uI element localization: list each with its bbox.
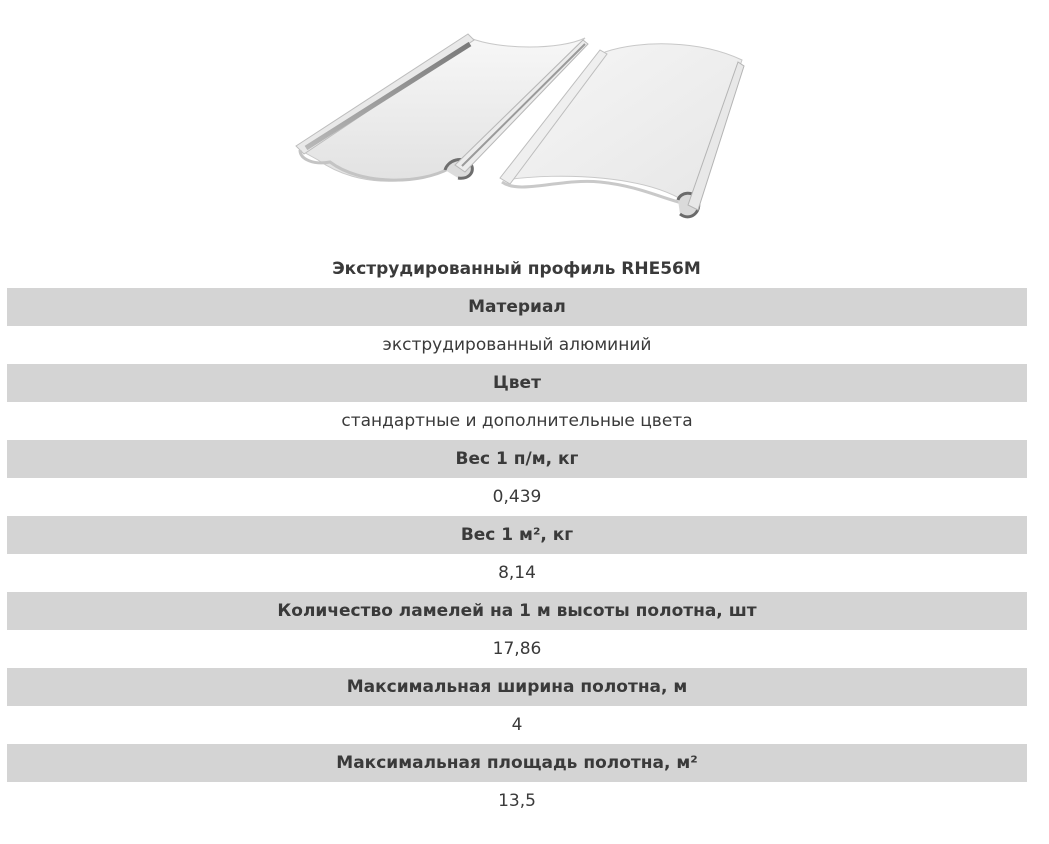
product-title: Экструдированный профиль RHE56M bbox=[332, 259, 701, 279]
product-image bbox=[0, 0, 1049, 252]
spec-table bbox=[7, 288, 1027, 820]
spec-value-weight-per-sqm: 8,14 bbox=[7, 554, 1027, 592]
spec-label-weight-per-meter: Вес 1 п/м, кг bbox=[7, 440, 1027, 478]
spec-value-max-width: 4 bbox=[7, 706, 1027, 744]
spec-value-color: стандартные и дополнительные цвета bbox=[7, 402, 1027, 440]
spec-label-max-area: Максимальная площадь полотна, м² bbox=[7, 744, 1027, 782]
spec-value-max-area: 13,5 bbox=[7, 782, 1027, 820]
spec-label-slats-per-meter: Количество ламелей на 1 м высоты полотна, шт bbox=[7, 592, 1027, 630]
spec-value-material: экструдированный алюминий bbox=[7, 326, 1027, 364]
spec-label-weight-per-sqm: Вес 1 м², кг bbox=[7, 516, 1027, 554]
spec-value-weight-per-meter: 0,439 bbox=[7, 478, 1027, 516]
spec-label-max-width: Максимальная ширина полотна, м bbox=[7, 668, 1027, 706]
spec-value-slats-per-meter: 17,86 bbox=[7, 630, 1027, 668]
spec-label-color: Цвет bbox=[7, 364, 1027, 402]
spec-label-material: Материал bbox=[7, 288, 1027, 326]
roller-shutter-slat-profile-image bbox=[0, 0, 1049, 252]
